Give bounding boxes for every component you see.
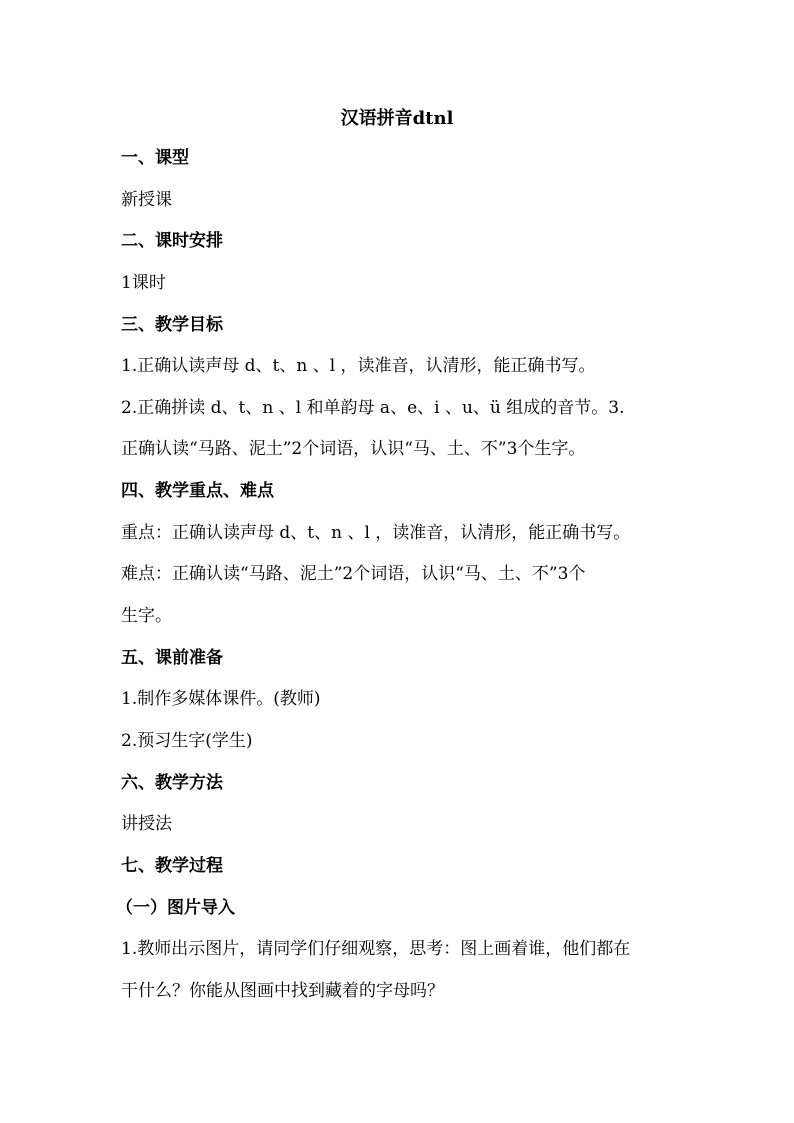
preparation-line-2: 2.预习生字(学生): [121, 731, 253, 751]
document-title: 汉语拼音dtnl: [340, 108, 454, 129]
paragraph-course-type: 新授课: [121, 190, 172, 210]
difficulty-line-2: 生字。: [121, 606, 172, 626]
paragraph-method: 讲授法: [121, 814, 172, 834]
process-line-2: 干什么？你能从图画中找到藏着的字母吗？: [121, 981, 444, 1001]
subsection-heading-image-intro: （一）图片导入: [116, 898, 235, 918]
preparation-line-1: 1.制作多媒体课件。(教师): [121, 689, 321, 709]
difficulty-line-1: 难点：正确认读“马路、泥土”2个词语，认识“马、土、不”3个: [121, 564, 586, 584]
objective-line-2: 2.正确拼读 d、t、n 、l 和单韵母 a、e、i 、u、ü 组成的音节。3.: [121, 398, 625, 418]
section-heading-course-type: 一、课型: [121, 148, 189, 168]
objective-line-3: 正确认读“马路、泥土”2个词语，认识“马、土、不”3个生字。: [121, 439, 586, 459]
section-heading-schedule: 二、课时安排: [121, 231, 223, 251]
process-line-1: 1.教师出示图片，请同学们仔细观察，思考：图上画着谁，他们都在: [121, 939, 631, 959]
section-heading-process: 七、教学过程: [121, 856, 223, 876]
section-heading-preparation: 五、课前准备: [121, 648, 223, 668]
objective-line-1: 1.正确认读声母 d、t、n 、l ，读准音，认清形，能正确书写。: [121, 356, 596, 376]
key-point-line: 重点：正确认读声母 d、t、n 、l ，读准音，认清形，能正确书写。: [121, 523, 631, 543]
section-heading-key-points: 四、教学重点、难点: [121, 481, 274, 501]
paragraph-schedule: 1课时: [121, 273, 166, 293]
section-heading-objectives: 三、教学目标: [121, 315, 223, 335]
section-heading-method: 六、教学方法: [121, 773, 223, 793]
